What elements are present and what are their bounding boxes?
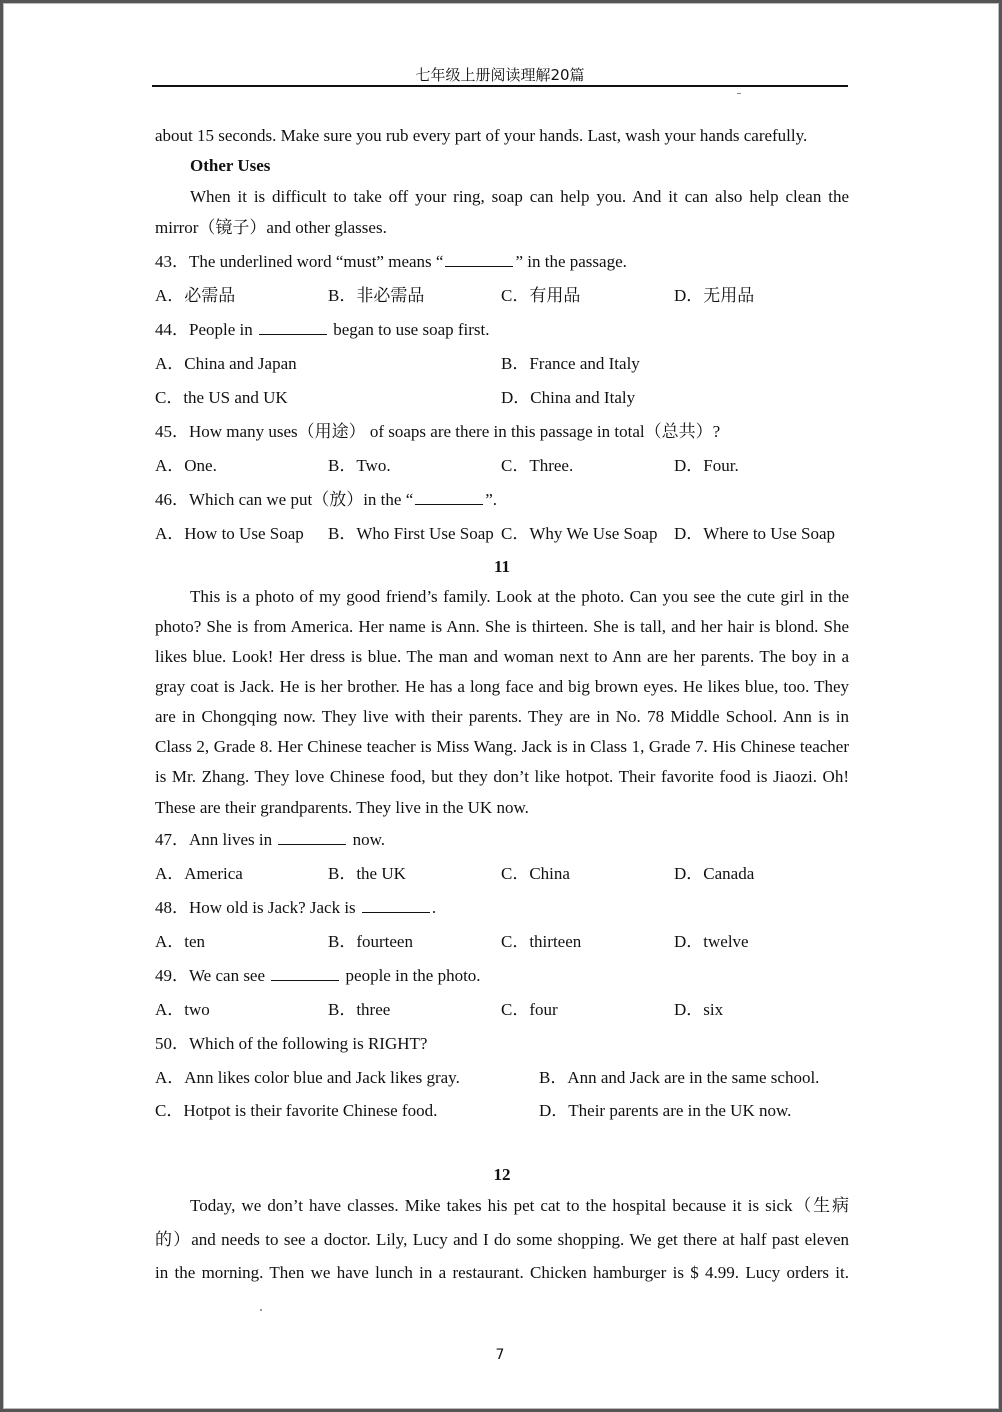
answer-blank bbox=[362, 898, 430, 913]
question-46 bbox=[155, 489, 849, 511]
option-d: D．twelve bbox=[674, 932, 749, 951]
passage-line: Class 2, Grade 8. Her Chinese teacher is Miss Wang. Jack is in Class 1, Grade 7. His Chinese teacher bbox=[155, 737, 849, 756]
question-47 bbox=[155, 829, 849, 851]
option-c: C．有用品 bbox=[501, 286, 581, 305]
option-b: B．the UK bbox=[328, 864, 406, 883]
passage-line: in the morning. Then we have lunch in a restaurant. Chicken hamburger is $ 4.99. Lucy orders it. bbox=[155, 1263, 849, 1282]
option-a: A．ten bbox=[155, 932, 206, 951]
option-b: B．France and Italy bbox=[501, 354, 640, 373]
option-b: B．非必需品 bbox=[328, 286, 425, 305]
option-a: A．Ann likes color blue and Jack likes gray. bbox=[155, 1068, 460, 1087]
question-stem: ”. bbox=[485, 490, 498, 509]
option-c: C．Hotpot is their favorite Chinese food. bbox=[155, 1101, 438, 1120]
option-a: A．two bbox=[155, 1000, 210, 1019]
option-d: D．Where to Use Soap bbox=[674, 524, 835, 543]
header-rule bbox=[152, 85, 848, 87]
passage-line: This is a photo of my good friend’s family. Look at the photo. Can you see the cute girl in the bbox=[190, 587, 849, 606]
passage-line: Today, we don’t have classes. Mike takes his pet cat to the hospital because it is sick（生病 bbox=[190, 1196, 849, 1215]
option-a: A．How to Use Soap bbox=[155, 524, 304, 543]
question-stem: 43．The underlined word “must” means “ bbox=[155, 252, 444, 271]
question-stem: ” in the passage. bbox=[515, 252, 627, 271]
option-d: D．Their parents are in the UK now. bbox=[539, 1101, 792, 1120]
option-b: B．Two. bbox=[328, 456, 391, 475]
question-stem: 47．Ann lives in bbox=[155, 830, 277, 849]
passage-line: photo? She is from America. Her name is Ann. She is thirteen. She is tall, and her hair is blond. She bbox=[155, 617, 849, 636]
question-stem: 44．People in bbox=[155, 320, 257, 339]
option-c: C．thirteen bbox=[501, 932, 582, 951]
passage-line: mirror（镜子）and other glasses. bbox=[155, 218, 387, 237]
scan-speck bbox=[260, 1309, 262, 1311]
option-d: D．six bbox=[674, 1000, 724, 1019]
option-a: A．America bbox=[155, 864, 243, 883]
option-c: C．Three. bbox=[501, 456, 574, 475]
question-45: 45．How many uses（用途） of soaps are there in this passage in total（总共）? bbox=[155, 422, 721, 441]
option-b: B．fourteen bbox=[328, 932, 413, 951]
passage-line: about 15 seconds. Make sure you rub every part of your hands. Last, wash your hands carefully. bbox=[155, 126, 808, 145]
passage-line: These are their grandparents. They live in the UK now. bbox=[155, 798, 529, 817]
header-title: 七年级上册阅读理解20篇 bbox=[415, 66, 585, 84]
answer-blank bbox=[278, 830, 346, 845]
question-stem: began to use soap first. bbox=[329, 320, 490, 339]
question-stem: . bbox=[431, 898, 437, 917]
option-b: B．three bbox=[328, 1000, 391, 1019]
option-d: D．China and Italy bbox=[501, 388, 636, 407]
header-mark bbox=[737, 93, 741, 94]
passage-line: When it is difficult to take off your ring, soap can help you. And it can also help clean the bbox=[190, 187, 849, 206]
option-b: B．Who First Use Soap bbox=[328, 524, 494, 543]
question-44 bbox=[155, 319, 849, 341]
answer-blank bbox=[259, 320, 327, 335]
question-48 bbox=[155, 897, 849, 919]
passage-line: are in Chongqing now. They live with their parents. They are in No. 78 Middle School. Ann is in bbox=[155, 707, 849, 726]
question-43 bbox=[155, 251, 849, 273]
section-heading: Other Uses bbox=[190, 156, 271, 175]
answer-blank bbox=[271, 966, 339, 981]
option-c: C．the US and UK bbox=[155, 388, 288, 407]
option-c: C．China bbox=[501, 864, 570, 883]
option-b: B．Ann and Jack are in the same school. bbox=[539, 1068, 820, 1087]
option-d: D．Canada bbox=[674, 864, 755, 883]
page-number: 7 bbox=[495, 1347, 505, 1363]
question-49 bbox=[155, 965, 849, 987]
passage-line: likes blue. Look! Her dress is blue. The man and woman next to Ann are her parents. The boy in a bbox=[155, 647, 849, 666]
passage-line: is Mr. Zhang. They love Chinese food, but they don’t like hotpot. Their favorite food is Jiaozi. Oh! bbox=[155, 767, 849, 786]
question-stem: 46．Which can we put（放）in the “ bbox=[155, 490, 414, 509]
passage-line: 的）and needs to see a doctor. Lily, Lucy and I do some shopping. We get there at half past eleven bbox=[155, 1230, 849, 1249]
option-a: A．One. bbox=[155, 456, 217, 475]
answer-blank bbox=[415, 490, 483, 505]
question-stem: 49．We can see bbox=[155, 966, 270, 985]
option-d: D．无用品 bbox=[674, 286, 755, 305]
answer-blank bbox=[445, 252, 513, 267]
question-50: 50．Which of the following is RIGHT? bbox=[155, 1034, 428, 1053]
question-stem: now. bbox=[348, 830, 386, 849]
question-stem: 48．How old is Jack? Jack is bbox=[155, 898, 360, 917]
option-a: A．China and Japan bbox=[155, 354, 297, 373]
passage-number: 12 bbox=[493, 1165, 511, 1184]
option-a: A．必需品 bbox=[155, 286, 236, 305]
option-c: C．Why We Use Soap bbox=[501, 524, 658, 543]
passage-number: 11 bbox=[493, 557, 511, 576]
option-c: C．four bbox=[501, 1000, 558, 1019]
option-d: D．Four. bbox=[674, 456, 739, 475]
passage-line: gray coat is Jack. He is her brother. He has a long face and big brown eyes. He likes blue, too. They bbox=[155, 677, 849, 696]
question-stem: people in the photo. bbox=[341, 966, 481, 985]
